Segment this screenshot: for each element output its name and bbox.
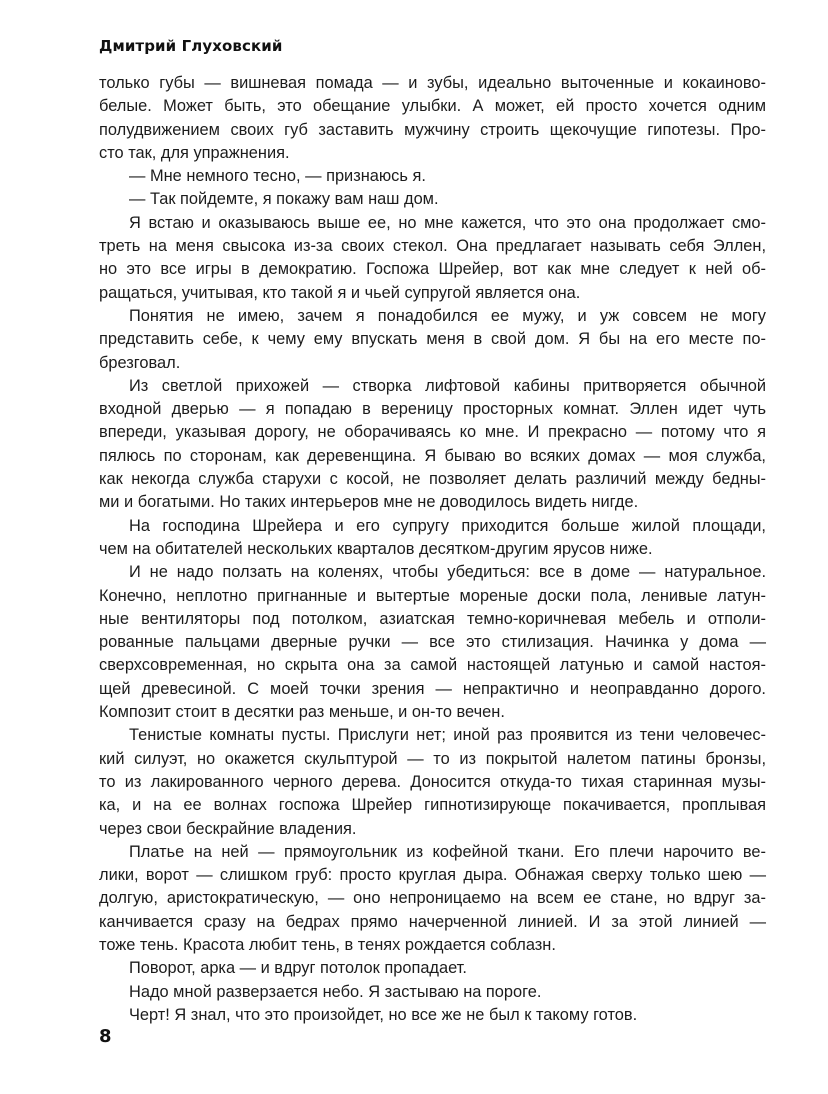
text-line: Конечно, неплотно пригнанные и вытертые мореные доски пола, ленивые латун- <box>99 586 766 605</box>
text-line: Понятия не имею, зачем я понадобился ее мужу, и уж совсем не могу <box>129 306 766 325</box>
text-line: И не надо ползать на коленях, чтобы убедиться: все в доме — натуральное. <box>129 563 766 582</box>
text-line: тоже тень. Красота любит тень, в тенях рождается соблазн. <box>99 935 556 954</box>
text-line: долгую, аристократическую, — оно непроницаемо на всем ее стане, но вдруг за- <box>99 889 766 908</box>
text-line: канчивается сразу на бедрах прямо начерченной линией. И за этой линией — <box>99 912 766 931</box>
running-head-author: Дмитрий Глуховский <box>99 37 283 55</box>
text-line: Из светлой прихожей — створка лифтовой кабины притворяется обычной <box>129 376 766 395</box>
text-line: только губы — вишневая помада — и зубы, идеально выточенные и кокаиново- <box>99 74 766 92</box>
text-line: Композит стоит в десятки раз меньше, и он-то вечен. <box>99 703 505 722</box>
text-line: белые. Может быть, это обещание улыбки. А может, ей просто хочется одним <box>99 97 766 116</box>
text-line: рованные пальцами дверные ручки — все это стилизация. Начинка у дома — <box>99 633 766 652</box>
text-line: как некогда служба старухи с косой, не позволяет делать различий между бедны- <box>99 470 766 489</box>
text-line: то из лакированного черного дерева. Доносится откуда-то тихая старинная музы- <box>99 772 766 791</box>
text-line: представить себе, к чему ему впускать меня в свой дом. Я бы на его месте по- <box>99 330 766 349</box>
text-line: но это все игры в демократию. Госпожа Шрейер, вот как мне следует к ней об- <box>99 260 766 279</box>
text-line: кий силуэт, но окажется скульптурой — то из покрытой налетом патины бронзы, <box>99 749 766 768</box>
text-line: чем на обитателей нескольких кварталов десятком-другим ярусов ниже. <box>99 539 653 558</box>
text-line: Платье на ней — прямоугольник из кофейной ткани. Его плечи нарочито ве- <box>129 842 766 861</box>
text-line: ми и богатыми. Но таких интерьеров мне не доводилось видеть нигде. <box>99 493 639 512</box>
text-line: сто так, для упражнения. <box>99 143 290 162</box>
text-line: ка, и на ее волнах госпожа Шрейер гипнотизирующе покачивается, проплывая <box>99 796 766 815</box>
page-number: 8 <box>99 1026 112 1047</box>
text-line: Поворот, арка — и вдруг потолок пропадает. <box>129 959 467 978</box>
text-line: На господина Шрейера и его супругу приходится больше жилой площади, <box>129 516 766 535</box>
text-line: пялюсь по сторонам, как деревенщина. Я бываю во всяких домах — моя служба, <box>99 446 766 465</box>
text-line: Надо мной разверзается небо. Я застываю на пороге. <box>129 982 542 1001</box>
text-line: брезговал. <box>99 353 181 372</box>
text-line: полудвижением своих губ заставить мужчину строить щекочущие гипотезы. Про- <box>99 120 766 139</box>
text-line: Я встаю и оказываюсь выше ее, но мне кажется, что это она продолжает смо- <box>129 213 766 232</box>
text-line: входной дверью — я попадаю в вереницу просторных комнат. Эллен идет чуть <box>99 400 766 419</box>
text-line: щей древесиной. С моей точки зрения — непрактично и неоправданно дорого. <box>99 679 766 698</box>
text-line: — Мне немного тесно, — признаюсь я. <box>129 167 426 186</box>
text-line: через свои бескрайние владения. <box>99 819 357 838</box>
text-line: сверхсовременная, но скрыта она за самой настоящей латунью и самой настоя- <box>99 656 766 675</box>
text-line: впереди, указывая дорогу, не оборачиваясь ко мне. И прекрасно — потому что я <box>99 423 766 442</box>
text-line: ные вентиляторы под потолком, азиатская темно-коричневая мебель и отполи- <box>99 609 766 628</box>
text-line: Тенистые комнаты пусты. Прислуги нет; иной раз проявится из тени человечес- <box>129 726 766 745</box>
body-text <box>99 72 766 1027</box>
text-line: лики, ворот — слишком груб: просто круглая дыра. Обнажая сверху только шею — <box>99 866 766 885</box>
text-line: треть на меня свысока из-за своих стекол. Она предлагает называть себя Эллен, <box>99 237 766 256</box>
text-line: ращаться, учитывая, кто такой я и чьей супругой является она. <box>99 283 581 302</box>
text-line: Черт! Я знал, что это произойдет, но все же не был к такому готов. <box>129 1005 638 1024</box>
text-line: — Так пойдемте, я покажу вам наш дом. <box>129 190 439 209</box>
